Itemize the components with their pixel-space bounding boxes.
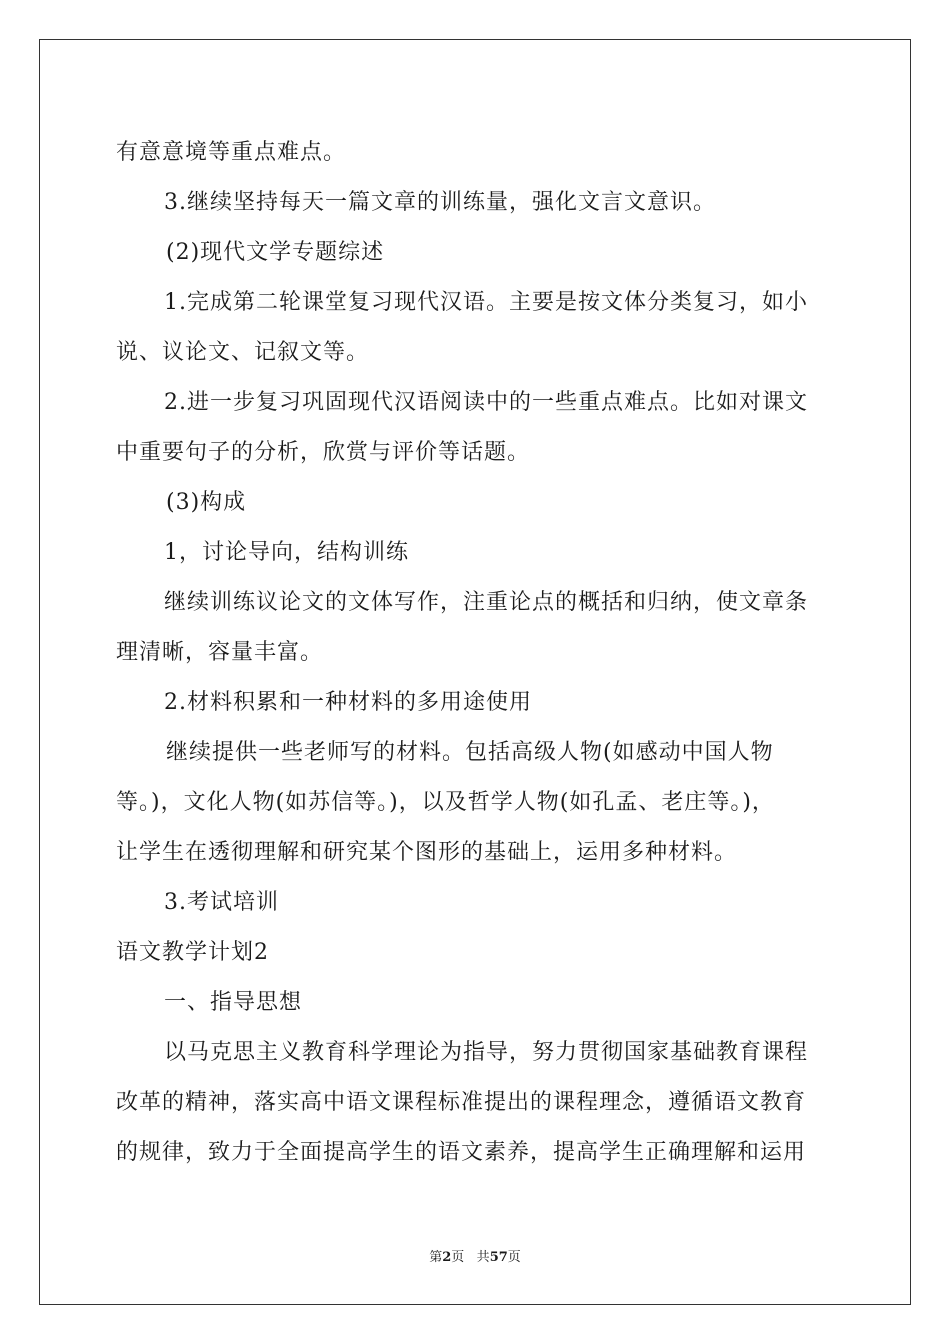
paragraph-line: 继续提供一些老师写的材料。包括高级人物(如感动中国人物 (166, 740, 774, 765)
paragraph-line: 等。)，文化人物(如苏信等。)，以及哲学人物(如孔孟、老庄等。)， (116, 790, 775, 815)
page-footer (0, 1249, 950, 1267)
paragraph-line: 继续训练议论文的文体写作，注重论点的概括和归纳，使文章条 (164, 590, 809, 615)
section-heading: (3)构成 (166, 490, 247, 515)
paragraph-line: 1，讨论导向，结构训练 (164, 540, 409, 565)
paragraph-line: 有意意境等重点难点。 (116, 140, 347, 165)
current-page-number: 2 (442, 1250, 452, 1265)
document-title: 语文教学计划2 (116, 940, 269, 965)
paragraph-line: 中重要句子的分析，欣赏与评价等话题。 (116, 440, 531, 465)
paragraph-line: 2.材料积累和一种材料的多用途使用 (164, 690, 532, 715)
paragraph-line: 的规律，致力于全面提高学生的语文素养，提高学生正确理解和运用 (116, 1140, 807, 1165)
paragraph-line: 让学生在透彻理解和研究某个图形的基础上，运用多种材料。 (116, 840, 738, 865)
paragraph-line: 理清晰，容量丰富。 (116, 640, 324, 665)
paragraph-line: 改革的精神，落实高中语文课程标准提出的课程理念，遵循语文教育 (116, 1090, 807, 1115)
paragraph-line: 以马克思主义教育科学理论为指导，努力贯彻国家基础教育课程 (164, 1040, 809, 1065)
document-body (116, 128, 841, 1178)
paragraph-line: 3.考试培训 (164, 890, 279, 915)
paragraph-line: 说、议论文、记叙文等。 (116, 340, 370, 365)
paragraph-line: 3.继续坚持每天一篇文章的训练量，强化文言文意识。 (164, 190, 716, 215)
paragraph-line: 1.完成第二轮课堂复习现代汉语。主要是按文体分类复习，如小 (164, 290, 808, 315)
footer-total-unit: 页 (507, 1250, 521, 1265)
section-heading: (2)现代文学专题综述 (166, 240, 385, 265)
footer-prefix: 第 (429, 1250, 443, 1265)
section-heading: 一、指导思想 (164, 990, 303, 1015)
footer-page-unit: 页 (451, 1250, 465, 1265)
paragraph-line: 2.进一步复习巩固现代汉语阅读中的一些重点难点。比如对课文 (164, 390, 808, 415)
total-page-count: 57 (489, 1250, 508, 1265)
footer-total-prefix: 共 (476, 1250, 490, 1265)
